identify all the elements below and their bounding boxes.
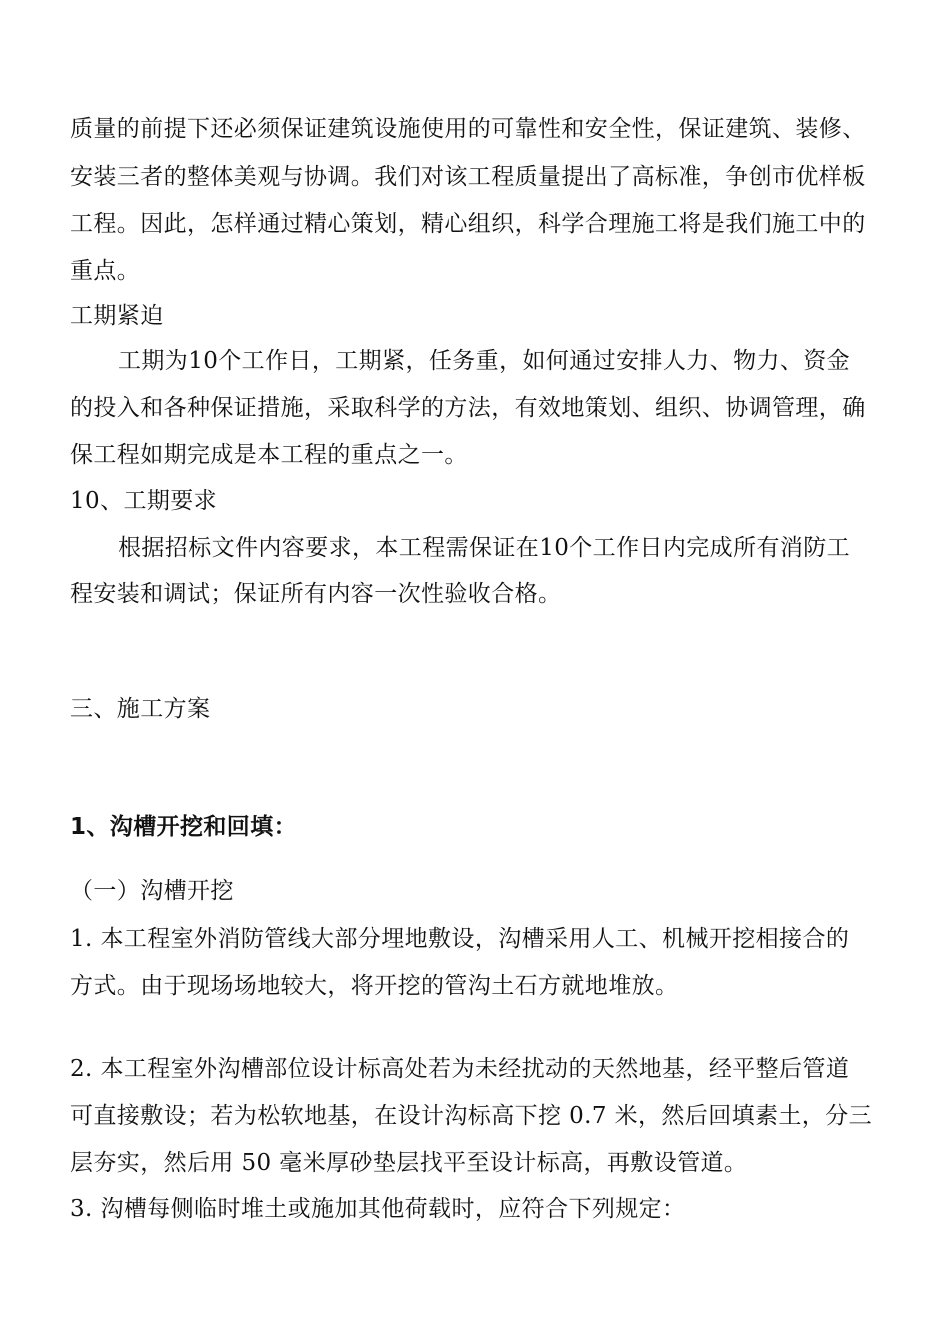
- paragraph-line: 工程。因此，怎样通过精心策划，精心组织，科学合理施工将是我们施工中的: [70, 211, 866, 237]
- sub-heading: （一）沟槽开挖: [70, 878, 234, 904]
- list-item-line: 可直接敷设；若为松软地基，在设计沟标高下挖 0.7 米，然后回填素土，分三: [70, 1103, 872, 1129]
- list-item-line: 方式。由于现场场地较大，将开挖的管沟土石方就地堆放。: [70, 973, 679, 999]
- chapter-title: 三、施工方案: [70, 696, 211, 722]
- paragraph-line: 程安装和调试；保证所有内容一次性验收合格。: [70, 581, 562, 607]
- paragraph-line: 保工程如期完成是本工程的重点之一。: [70, 442, 468, 468]
- list-item-line: 1. 本工程室外消防管线大部分埋地敷设，沟槽采用人工、机械开挖相接合的: [70, 926, 850, 952]
- paragraph-line: 质量的前提下还必须保证建筑设施使用的可靠性和安全性，保证建筑、装修、: [70, 116, 866, 142]
- subsection-title: 1、沟槽开挖和回填：: [70, 814, 298, 840]
- section-heading: 10、工期要求: [70, 488, 218, 514]
- paragraph-line: 根据招标文件内容要求，本工程需保证在10个工作日内完成所有消防工: [118, 535, 851, 561]
- paragraph-line: 的投入和各种保证措施，采取科学的方法，有效地策划、组织、协调管理，确: [70, 395, 866, 421]
- list-item-line: 3. 沟槽每侧临时堆土或施加其他荷载时，应符合下列规定：: [70, 1196, 686, 1222]
- paragraph-line: 安装三者的整体美观与协调。我们对该工程质量提出了高标准，争创市优样板: [70, 164, 866, 190]
- paragraph-line: 重点。: [70, 258, 141, 284]
- section-heading: 工期紧迫: [70, 303, 164, 329]
- list-item-line: 2. 本工程室外沟槽部位设计标高处若为未经扰动的天然地基，经平整后管道: [70, 1056, 850, 1082]
- list-item-line: 层夯实，然后用 50 毫米厚砂垫层找平至设计标高，再敷设管道。: [70, 1150, 748, 1176]
- paragraph-line: 工期为10个工作日，工期紧，任务重，如何通过安排人力、物力、资金: [118, 348, 851, 374]
